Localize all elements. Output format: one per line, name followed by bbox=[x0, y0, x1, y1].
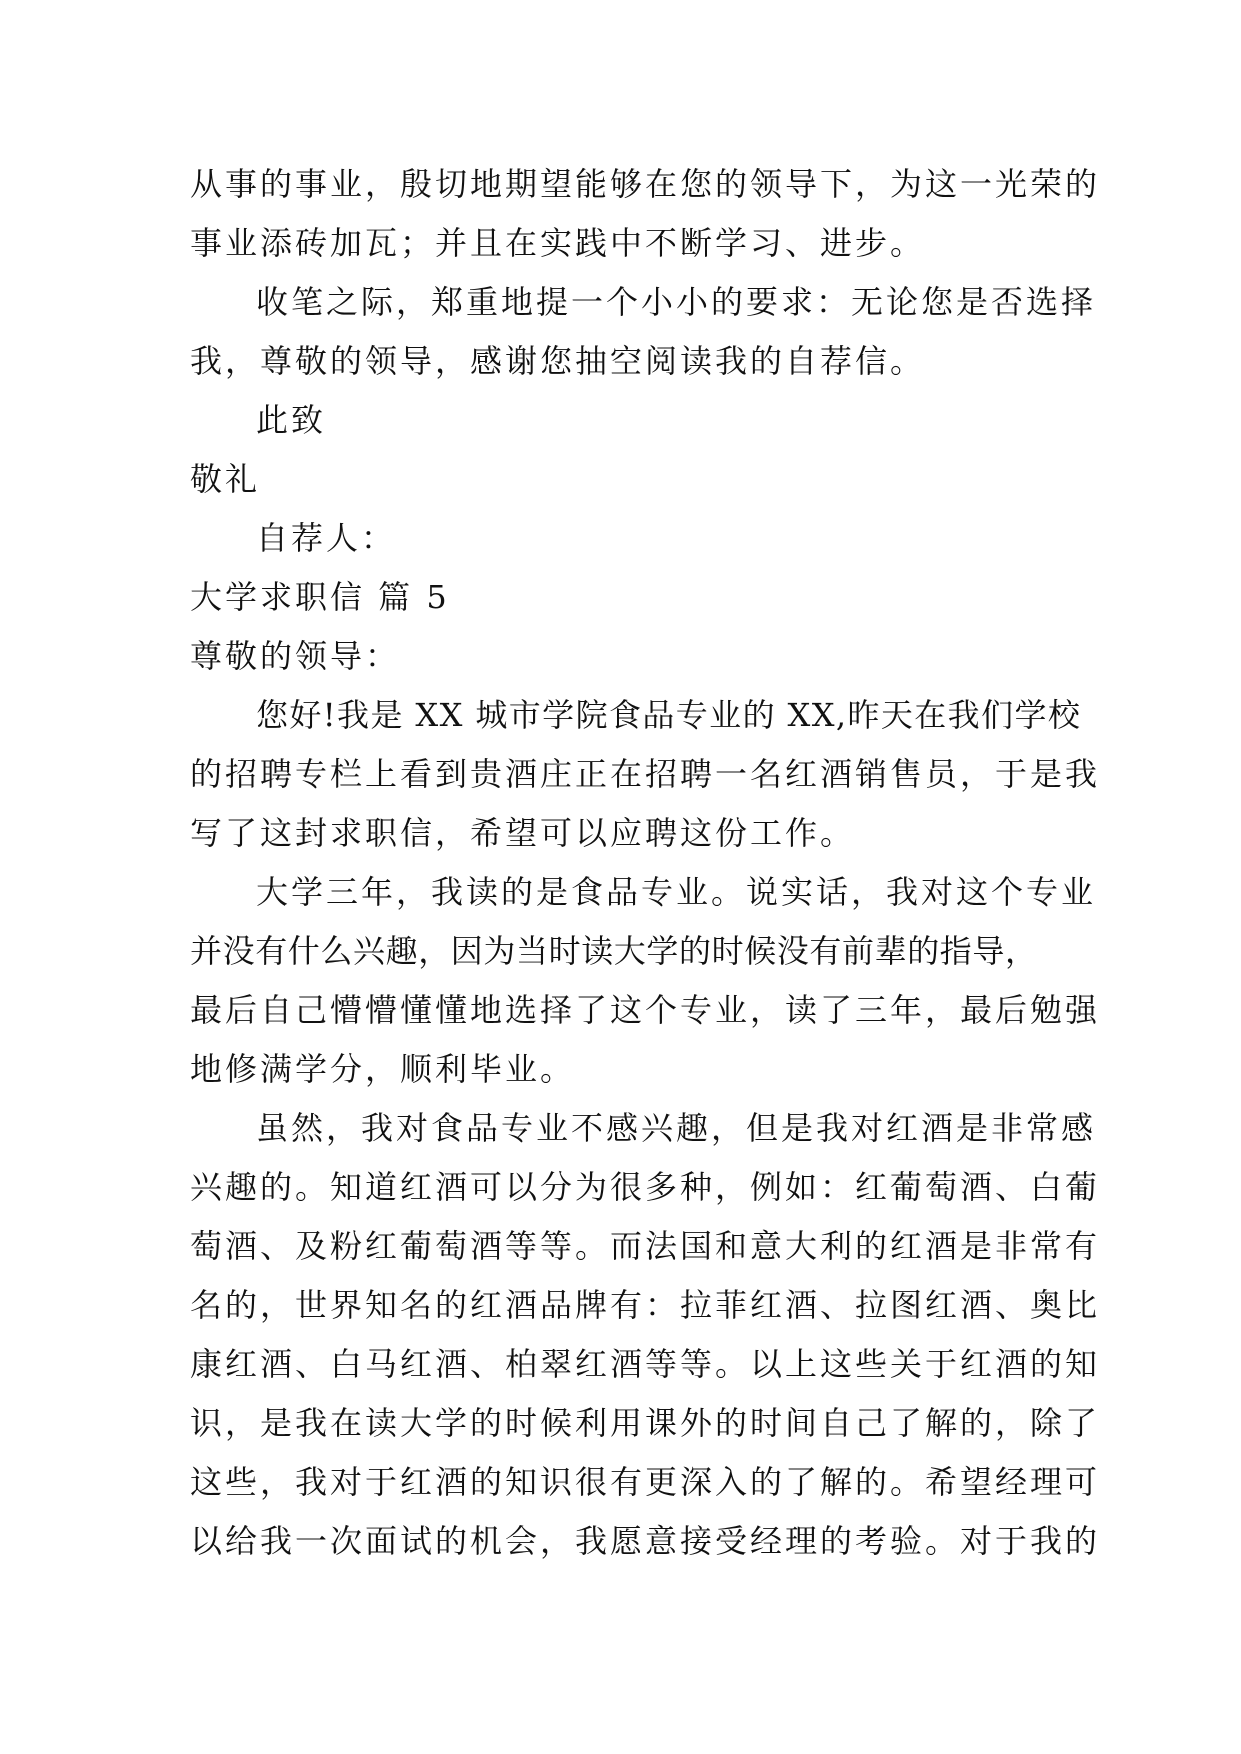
paragraph-first-line: 收笔之际，郑重地提一个小小的要求：无论您是否选择 bbox=[256, 283, 1097, 321]
text-line: 地修满学分，顺利毕业。 bbox=[190, 1050, 576, 1088]
paragraph-first-line: 自荐人： bbox=[256, 519, 397, 557]
text-line: 事业添砖加瓦；并且在实践中不断学习、进步。 bbox=[190, 224, 926, 262]
paragraph-first-line: 您好!我是 XX 城市学院食品专业的 XX,昨天在我们学校 bbox=[256, 696, 1082, 734]
text-line: 敬礼 bbox=[190, 460, 261, 498]
text-line: 名的，世界知名的红酒品牌有：拉菲红酒、拉图红酒、奥比 bbox=[190, 1286, 1101, 1324]
text-line: 识，是我在读大学的时候利用课外的时间自己了解的，除了 bbox=[190, 1404, 1101, 1442]
text-line: 写了这封求职信，希望可以应聘这份工作。 bbox=[190, 814, 856, 852]
paragraph-first-line: 大学三年，我读的是食品专业。说实话，我对这个专业 bbox=[256, 873, 1097, 911]
text-line: 我，尊敬的领导，感谢您抽空阅读我的自荐信。 bbox=[190, 342, 926, 380]
text-line: 康红酒、白马红酒、柏翠红酒等等。以上这些关于红酒的知 bbox=[190, 1345, 1101, 1383]
paragraph-first-line: 虽然，我对食品专业不感兴趣，但是我对红酒是非常感 bbox=[256, 1109, 1097, 1147]
text-line: 以给我一次面试的机会，我愿意接受经理的考验。对于我的 bbox=[190, 1522, 1101, 1560]
text-line: 这些，我对于红酒的知识很有更深入的了解的。希望经理可 bbox=[190, 1463, 1101, 1501]
text-line: 大学求职信 篇 5 bbox=[190, 578, 450, 616]
text-line: 萄酒、及粉红葡萄酒等等。而法国和意大利的红酒是非常有 bbox=[190, 1227, 1101, 1265]
paragraph-first-line: 此致 bbox=[256, 401, 327, 439]
text-line: 从事的事业，殷切地期望能够在您的领导下，为这一光荣的 bbox=[190, 165, 1101, 203]
text-line: 的招聘专栏上看到贵酒庄正在招聘一名红酒销售员，于是我 bbox=[190, 755, 1101, 793]
text-line: 最后自己懵懵懂懂地选择了这个专业，读了三年，最后勉强 bbox=[190, 991, 1101, 1029]
text-line: 并没有什么兴趣，因为当时读大学的时候没有前辈的指导， bbox=[190, 932, 1038, 970]
text-line: 兴趣的。知道红酒可以分为很多种，例如：红葡萄酒、白葡 bbox=[190, 1168, 1101, 1206]
letter-body bbox=[190, 155, 1101, 1571]
text-line: 尊敬的领导： bbox=[190, 637, 401, 675]
